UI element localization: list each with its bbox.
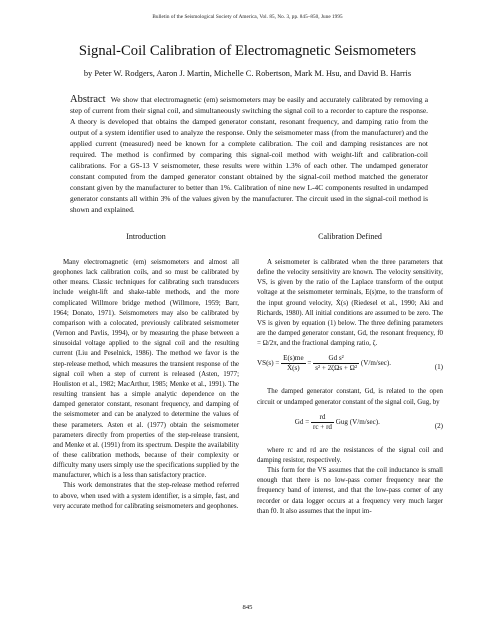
calibration-paragraph-2: The damped generator constant, Gd, is related to the open circuit or undamped generator constant of the signal coil, Gug, by <box>257 387 443 406</box>
paper-title: Signal-Coil Calibration of Electromagnetic Seismometers <box>78 43 417 59</box>
introduction-paragraph-2: This work demonstrates that the step-release method referred to above, when used with a system identifier, is a simple, fast, and very accurate method for calibrating seismometers and geophones. <box>53 481 239 510</box>
running-head: Bulletin of the Seismological Society of America, Vol. 85, No. 3, pp. 845–850, June 1995 <box>152 14 343 20</box>
equation-1-denominator-b: s² + 2ζΩs + Ω² <box>315 364 358 373</box>
abstract-block <box>70 94 428 216</box>
equation-1-fraction-a <box>281 354 306 373</box>
equation-2-numerator: rd <box>311 413 334 423</box>
abstract-text: We show that electromagnetic (em) seismometers may be easily and accurately calibrated by removing a step of current from their signal coil, and simultaneously switching the signal coil to a recorder to capture the response. A theory is developed that obtains the damped generator constant, resonant frequency, and damping ratio from the output of a system identifier used to analyze the response. Only the seismometer mass (from the manufacturer) and the applied current (measured) need be known for a complete calibration. The coil and damping resistances are not required. The method is confirmed by comparing this signal-coil method with weight-lift and calibration-coil calibrations. For a GS-13 V seismometer, these results were within 1.3% of each other. The undamped generator constant computed from the damped generator constant obtained by the signal-coil method matched the generator constant given by the manufacturer to better than 1%. Calibration of nine new L-4C components resulted in undamped generator constants all within 3% of the values given by the manufacturer. The circuit used in the signal-coil method is shown and explained. <box>70 95 428 215</box>
author-list: by Peter W. Rodgers, Aaron J. Martin, Michelle C. Robertson, Mark M. Hsu, and David B. Harris <box>83 69 412 78</box>
abstract-heading: Abstract <box>70 94 106 105</box>
right-column <box>257 232 443 516</box>
equation-2-units: (V/m/sec). <box>349 417 380 426</box>
equation-2 <box>257 413 443 439</box>
equation-1-number: (1) <box>434 363 443 372</box>
equation-1-units: (V/m/sec). <box>360 359 392 368</box>
equation-2-number: (2) <box>434 421 443 430</box>
calibration-heading: Calibration Defined <box>318 232 382 241</box>
equation-1-numerator-a: E(s)me <box>283 354 304 363</box>
page-number: 845 <box>242 604 253 611</box>
equation-2-lhs: Gd = <box>294 417 310 426</box>
calibration-paragraph-1: A seismometer is calibrated when the three parameters that define the velocity sensitivity are known. The velocity sensitivity, VS, is given by the ratio of the Laplace transform of the output voltage at the seismometer terminals, E(s)me, to the transform of the input ground velocity, Ẋ(s) (Riedesel et al., 1990; Aki and Richards, 1980). All initial conditions are assumed to be zero. The VS is given by equation (1) below. The three defining parameters are the damped generator constant, Gd, the resonant frequency, f0 = Ω/2π, and the fractional damping ratio, ζ. <box>257 258 443 348</box>
equation-2-rhs: Gug <box>335 417 348 426</box>
equation-1-denominator-a: Ẋ(s) <box>287 364 300 373</box>
introduction-heading: Introduction <box>126 232 166 241</box>
equation-1-fraction-b <box>313 354 359 373</box>
left-column <box>53 232 239 511</box>
equation-2-denominator: rc + rd <box>313 422 332 431</box>
calibration-paragraph-3: where rc and rd are the resistances of the signal coil and damping resistor, respectively. <box>257 445 443 464</box>
calibration-paragraph-4: This form for the VS assumes that the coil inductance is small enough that there is no low-pass corner frequency near the frequency band of interest, and that the low-pass corner of any recorder or data logger occurs at a frequency very much larger than f0. It also assumes that the input im- <box>257 466 443 515</box>
equation-2-fraction <box>311 413 334 432</box>
introduction-paragraph-1: Many electromagnetic (em) seismometers and almost all geophones lack calibration coils, and so must be calibrated by other means. Classic techniques for calibrating such transducers include weight-lift and shake-table methods, and the more complicated Willmore bridge method (Willmore, 1959; Barr, 1964; Donato, 1971). Seismometers may also be calibrated by comparison with a colocated, previously calibrated seismometer (Vernon and Pavlis, 1994), or by measuring the phase between a sinusoidal voltage applied to the signal coil and the resulting current (Liu and Peselnick, 1986). The method we favor is the step-release method, which measures the transient response of the signal coil when a step of current is released (Asten, 1977; Houliston et al., 1982; MacArthur, 1985; Menke et al., 1991). The resulting transient has a simple analytic dependence on the damped generator constant, resonant frequency, and damping of the seismometer and can be analyzed to determine the values of these parameters. Asten et al. (1977) obtain the seismometer parameters directly from properties of the step-release transient, and Menke et al. (1991) from its spectrum. Despite the availability of these calibration methods, because of their complexity or difficulty many users simply use the specifications supplied by the manufacturer, which is a less than satisfactory practice. <box>53 258 239 480</box>
equation-1-equals: = <box>307 359 312 368</box>
equation-1-lhs: VS(s) = <box>257 359 280 368</box>
equation-1 <box>257 354 443 380</box>
equation-1-numerator-b: Gd s² <box>313 354 359 364</box>
